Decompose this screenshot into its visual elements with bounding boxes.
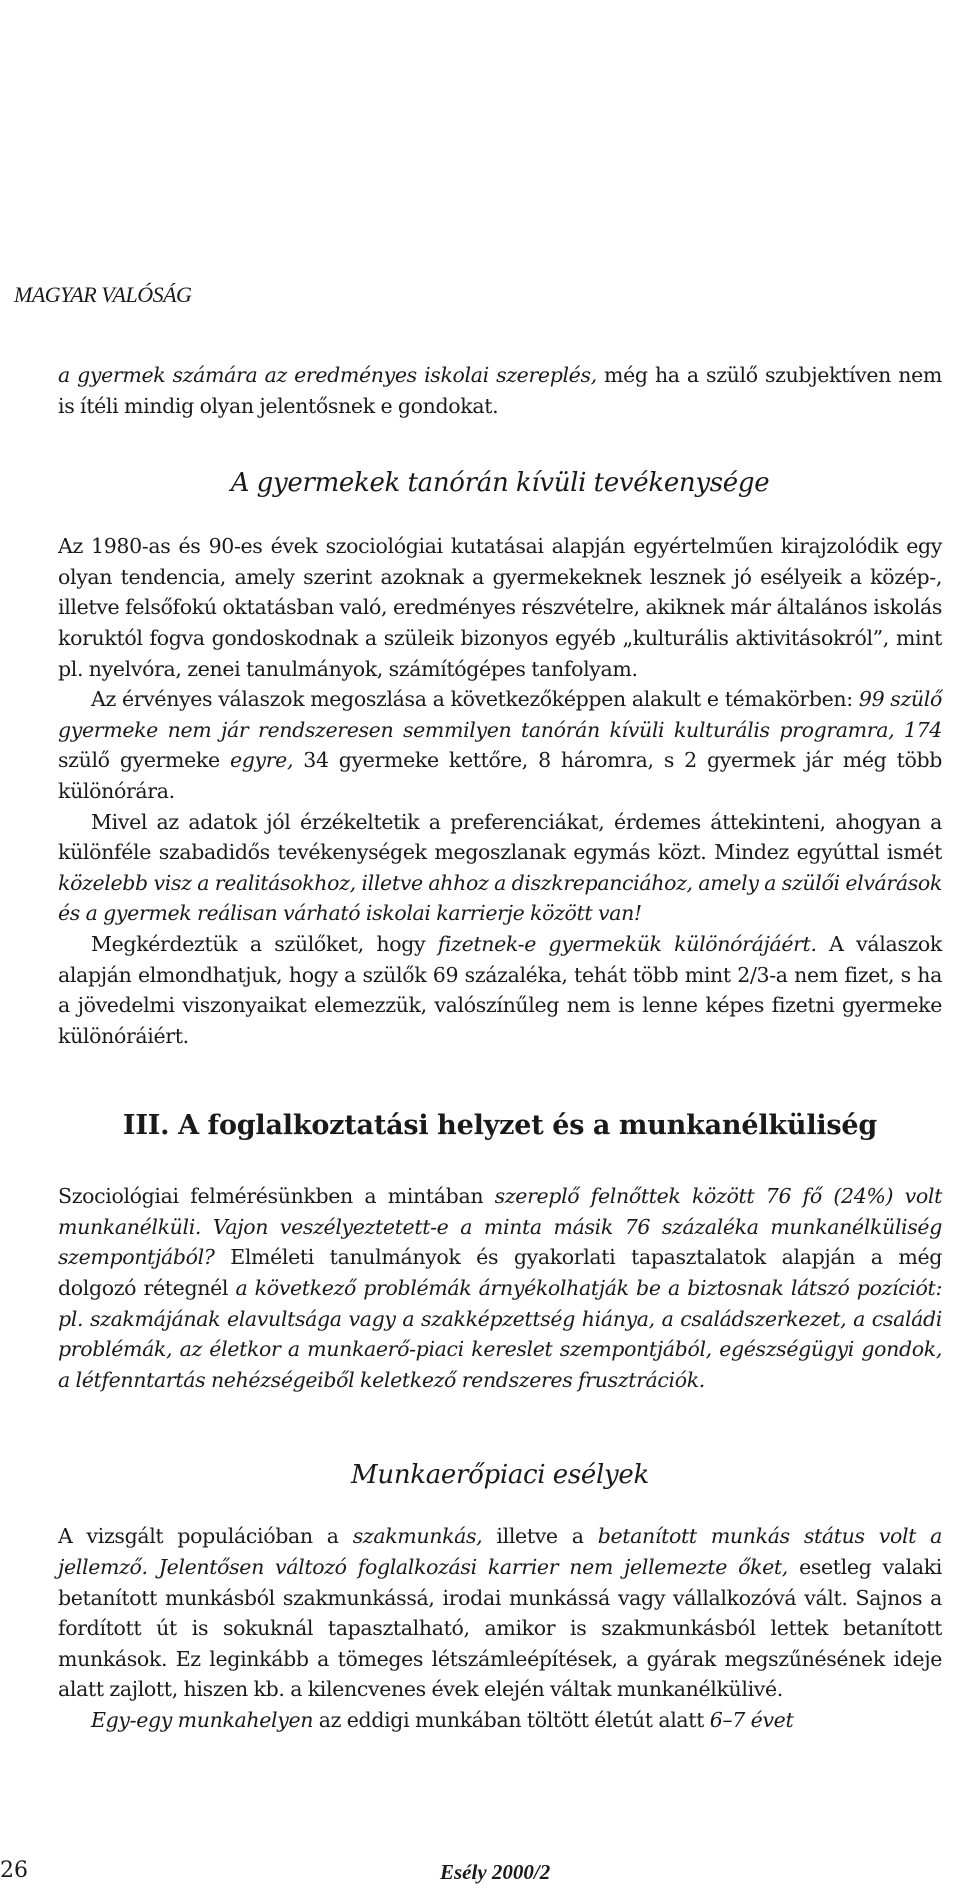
paragraph [58,1705,942,1736]
text-run: 34 gyermeke kettőre, 8 háromra, s 2 gyermek jár még több különórára. [58,748,942,803]
text-run: Megkérdeztük a szülőket, hogy [91,931,438,956]
italic-run: közelebb visz a realitásokhoz, illetve ahhoz a diszkrepanciához, amely a szülői elvárások és a gyermek reálisan várható iskolai karrierje között van! [58,870,942,926]
text-run: szülő gyermeke [58,748,230,773]
italic-run: egyre, [229,748,294,773]
italic-run: a következő problémák árnyékolhatják be a biztosnak látszó pozíciót: pl. szakmájának elavultsága vagy a szakképzettség hiánya, a családszerkezet, a családi problémák, az életkor a munkaerő-piaci kereslet szempontjából, egészségügyi gondok, a létfenntartás nehézségeiből keletkező rendszeres frusztrációk. [58,1276,942,1392]
paragraph [58,929,942,1051]
paragraph [58,807,942,929]
section-heading: A gyermekek tanórán kívüli tevékenysége [230,468,770,499]
italic-run: a gyermek számára az eredményes iskolai szereplés, [58,363,597,387]
text-run: még ha a szülő szubjektíven nem is ítéli mindig olyan jelentősnek e gondokat. [58,363,942,418]
running-head: MAGYAR VALÓSÁG [14,282,192,307]
italic-run: betanított munkás státus volt a jellemző. Jelentősen változó foglalkozási karrier nem jellemezte őket, [58,1524,942,1580]
text-run: Szociológiai felmérésünkben a mintában [58,1184,495,1209]
journal-name: Esély 2000/2 [440,1860,551,1884]
text-run: illetve a [482,1524,598,1549]
paragraph [58,1181,942,1395]
text-run: A vizsgált populációban a [58,1524,353,1549]
text-run: az eddigi munkában töltött életút alatt [313,1708,710,1732]
paragraph [58,1521,942,1705]
italic-run: 6–7 évet [709,1708,794,1732]
article-body [58,360,942,1736]
paragraph [58,360,942,421]
text-run: Az 1980-as és 90-es évek szociológiai kutatásai alapján egyértelműen kirajzolódik egy olyan tendencia, amely szerint azoknak a gyermekeknek lesznek jó esélyeik a közép-, illetve felsőfokú oktatásban való, eredményes részvételre, akiknek már általános iskolás koruktól fogva gondoskodnak a szüleik bizonyos egyéb „kulturális aktivitásokról”, mint pl. nyelvóra, zenei tanulmányok, számítógépes tanfolyam. [58,534,942,681]
text-run: Az érvényes válaszok megoszlása a következőképpen alakult e témakörben: [91,687,859,712]
page-number: 26 [0,1858,28,1883]
italic-run: szereplő felnőttek között 76 fő (24%) volt munkanélküli. Vajon veszélyeztetett-e a minta másik 76 százaléka munkanélküliség szempontjából? [58,1184,942,1270]
text-run: Elméleti tanulmányok és gyakorlati tapasztalatok alapján a még dolgozó rétegnél [58,1245,942,1301]
text-run: Mivel az adatok jól érzékeltetik a preferenciákat, érdemes áttekinteni, ahogyan a különféle szabadidős tevékenységek megoszlanak egymás közt. Mindez egyúttal ismét [58,809,942,865]
paragraph [58,531,942,684]
paragraph [58,684,942,806]
italic-run: fizetnek-e gyermekük különórájáért. [437,931,817,956]
text-run: esetleg valaki betanított munkásból szakmunkássá, irodai munkássá vagy vállalkozóvá vált. Sajnos a fordított út is sokuknál tapasztalható, amikor is szakmunkásból lettek betanított munkások. Ez leginkább a tömeges létszámleépítések, a gyárak megszűnésének ideje alatt zajlott, hiszen kb. a kilencvenes évek elején váltak munkanélkülivé. [58,1555,942,1702]
chapter-heading: III. A foglalkoztatási helyzet és a munkanélküliség [122,1110,878,1142]
text-run: A válaszok alapján elmondhatjuk, hogy a szülők 69 százaléka, tehát több mint 2/3-a nem fizet, s ha a jövedelmi viszonyaikat elemezzük, valószínűleg nem is lenne képes fizetni gyermeke különóráiért. [58,931,942,1048]
italic-run: Egy-egy munkahelyen [91,1708,314,1732]
section-heading: Munkaerőpiaci esélyek [351,1460,649,1491]
italic-run: 99 szülő gyermeke nem jár rendszeresen semmilyen tanórán kívüli kulturális programra, 174 [58,687,942,742]
italic-run: szakmunkás, [352,1524,483,1549]
